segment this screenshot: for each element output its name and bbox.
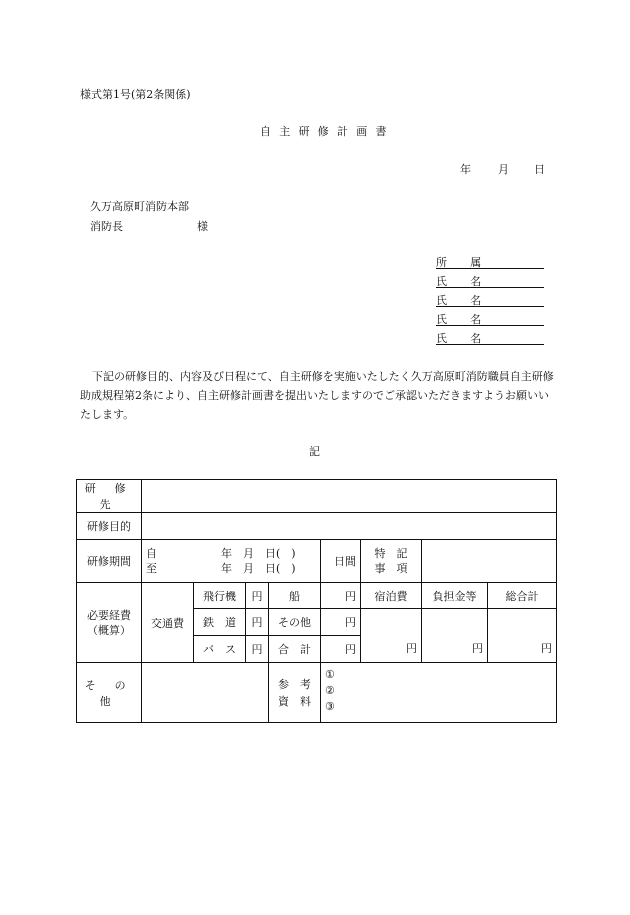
railway-label: 鉄 道 bbox=[194, 609, 246, 636]
airplane-label: 飛行機 bbox=[194, 583, 246, 609]
purpose-field[interactable] bbox=[142, 513, 557, 540]
other-label: そ の 他 bbox=[77, 663, 142, 723]
destination-label: 研 修 先 bbox=[77, 480, 142, 513]
lodging-yen[interactable]: 円 bbox=[361, 609, 422, 663]
signature-line-name-1[interactable] bbox=[436, 273, 544, 288]
signature-label: 氏 名 bbox=[436, 294, 492, 307]
from-date: 年 月 日( ) bbox=[221, 547, 296, 560]
from-label: 自 bbox=[146, 547, 157, 560]
days-cell[interactable] bbox=[321, 540, 361, 583]
period-field[interactable] bbox=[142, 540, 321, 583]
subtotal-label: 合 計 bbox=[269, 636, 321, 663]
expenses-label bbox=[77, 583, 142, 663]
addressee-organization: 久万高原町消防本部 bbox=[90, 200, 189, 213]
expenses-label-line2: （概算） bbox=[87, 623, 131, 637]
date-day: 日 bbox=[534, 163, 545, 176]
grand-total-yen[interactable]: 円 bbox=[488, 609, 557, 663]
form-number: 様式第1号(第2条関係) bbox=[80, 88, 191, 101]
contribution-yen[interactable]: 円 bbox=[422, 609, 488, 663]
signature-line-name-3[interactable] bbox=[436, 311, 544, 326]
reference-item-2: ② bbox=[325, 684, 335, 697]
document-title: 自主研修計画書 bbox=[260, 125, 395, 138]
signature-line-affiliation[interactable] bbox=[436, 254, 544, 269]
plan-table bbox=[76, 479, 557, 723]
special-notes-label-line1: 特 記 bbox=[374, 547, 408, 560]
reference-field[interactable] bbox=[321, 663, 557, 723]
addressee-person: 消防長 bbox=[90, 220, 123, 233]
period-label: 研修期間 bbox=[77, 540, 142, 583]
airplane-yen[interactable]: 円 bbox=[246, 583, 269, 609]
destination-field[interactable] bbox=[142, 480, 557, 513]
reference-label-line1: 参 考 bbox=[278, 677, 311, 691]
signature-line-name-2[interactable] bbox=[436, 292, 544, 307]
ship-label: 船 bbox=[269, 583, 321, 609]
special-notes-field[interactable] bbox=[422, 540, 557, 583]
signature-label: 氏 名 bbox=[436, 332, 492, 345]
special-notes-label bbox=[361, 540, 422, 583]
date-year: 年 bbox=[460, 163, 471, 176]
addressee-honorific: 様 bbox=[197, 220, 208, 233]
signature-label: 氏 名 bbox=[436, 275, 492, 288]
body-paragraph: 下記の研修目的、内容及び日程にて、自主研修を実施いたしたく久万高原町消防職員自主研修助成規程第2条により、自主研修計画書を提出いたしますのでご承認いただきますようお願いいたします。 bbox=[80, 370, 554, 421]
contribution-label: 負担金等 bbox=[422, 583, 488, 609]
other-transport-yen[interactable]: 円 bbox=[321, 609, 361, 636]
grand-total-label: 総合計 bbox=[488, 583, 557, 609]
ship-yen[interactable]: 円 bbox=[321, 583, 361, 609]
to-date: 年 月 日( ) bbox=[221, 562, 296, 575]
purpose-label: 研修目的 bbox=[77, 513, 142, 540]
bus-yen[interactable]: 円 bbox=[246, 636, 269, 663]
other-transport-label: その他 bbox=[269, 609, 321, 636]
transport-label: 交通費 bbox=[142, 583, 194, 663]
other-field[interactable] bbox=[142, 663, 269, 723]
reference-label bbox=[269, 663, 321, 723]
subtotal-yen[interactable]: 円 bbox=[321, 636, 361, 663]
bus-label: バ ス bbox=[194, 636, 246, 663]
railway-yen[interactable]: 円 bbox=[246, 609, 269, 636]
reference-label-line2: 資 料 bbox=[278, 694, 311, 708]
to-label: 至 bbox=[146, 562, 157, 575]
expenses-label-line1: 必要経費 bbox=[87, 608, 131, 622]
signature-label: 所 属 bbox=[436, 256, 492, 269]
reference-item-3: ③ bbox=[325, 700, 335, 713]
signature-line-name-4[interactable] bbox=[436, 330, 544, 345]
ki-mark: 記 bbox=[309, 445, 320, 458]
date-month: 月 bbox=[498, 163, 509, 176]
signature-label: 氏 名 bbox=[436, 313, 492, 326]
reference-item-1: ① bbox=[325, 668, 335, 681]
days-label: 日間 bbox=[334, 555, 356, 568]
special-notes-label-line2: 事 項 bbox=[374, 562, 408, 575]
lodging-label: 宿泊費 bbox=[361, 583, 422, 609]
